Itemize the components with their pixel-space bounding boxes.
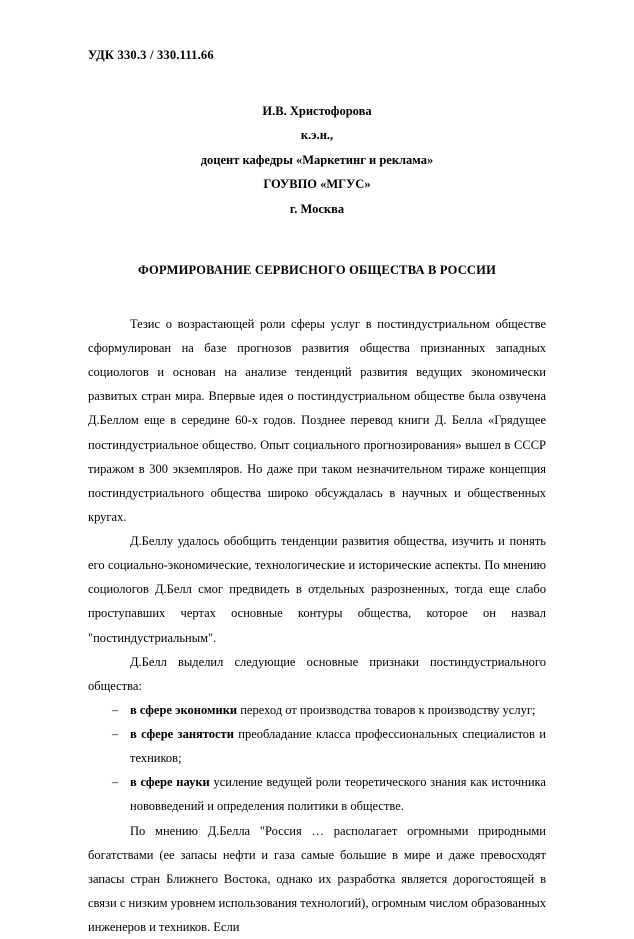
author-institution: ГОУВПО «МГУС» xyxy=(88,172,546,196)
list-item xyxy=(88,770,546,818)
list-item-lead: в сфере экономики xyxy=(130,703,237,717)
paragraph-3: Д.Белл выделил следующие основные признаки постиндустриального общества: xyxy=(88,650,546,698)
list-item xyxy=(88,722,546,770)
list-item-text: преобладание класса профессиональных специалистов и техников; xyxy=(130,727,546,765)
bullet-dash-icon: – xyxy=(112,722,118,746)
author-degree: к.э.н., xyxy=(88,123,546,147)
author-city: г. Москва xyxy=(88,197,546,221)
list-item-lead: в сфере занятости xyxy=(130,727,234,741)
list-item-text: переход от производства товаров к производству услуг; xyxy=(237,703,535,717)
author-position: доцент кафедры «Маркетинг и реклама» xyxy=(88,148,546,172)
document-body xyxy=(88,312,546,939)
author-name: И.В. Христофорова xyxy=(88,99,546,123)
list-item xyxy=(88,698,546,722)
list-item-text: усиление ведущей роли теоретического знания как источника нововведений и определения политики в обществе. xyxy=(130,775,546,813)
paragraph-4: По мнению Д.Белла "Россия … располагает огромными природными богатствами (ее запасы нефти и газа самые большие в мире и даже превосходят запасы стран Ближнего Востока, однако их разработка является дорогостоящей в связи с низким уровнем использования технологий), огромным числом образованных инженеров и техников. Если xyxy=(88,819,546,939)
paragraph-2: Д.Беллу удалось обобщить тенденции развития общества, изучить и понять его социально-экономические, технологические и исторические аспекты. По мнению социологов Д.Белл смог предвидеть в отдельных разрозненных, тогда еще слабо проступавших чертах основные контуры общества, которое он назвал "постиндустриальным". xyxy=(88,529,546,650)
page-title: ФОРМИРОВАНИЕ СЕРВИСНОГО ОБЩЕСТВА В РОССИИ xyxy=(88,263,546,278)
author-block xyxy=(88,99,546,221)
features-list xyxy=(88,698,546,819)
paragraph-1: Тезис о возрастающей роли сферы услуг в постиндустриальном обществе сформулирован на базе прогнозов развития общества признанных западных социологов и основан на анализе тенденций развития ведущих экономически развитых стран мира. Впервые идея о постиндустриальном обществе была озвучена Д.Беллом еще в середине 60-х годов. Позднее перевод книги Д. Белла «Грядущее постиндустриальное общество. Опыт социального прогнозирования» вышел в СССР тиражом в 300 экземпляров. Но даже при таком незначительном тираже концепция постиндустриального общества широко обсуждалась в научных и общественных кругах. xyxy=(88,312,546,529)
udk-code: УДК 330.3 / 330.111.66 xyxy=(88,48,546,63)
bullet-dash-icon: – xyxy=(112,770,118,794)
list-item-lead: в сфере науки xyxy=(130,775,210,789)
bullet-dash-icon: – xyxy=(112,698,118,722)
